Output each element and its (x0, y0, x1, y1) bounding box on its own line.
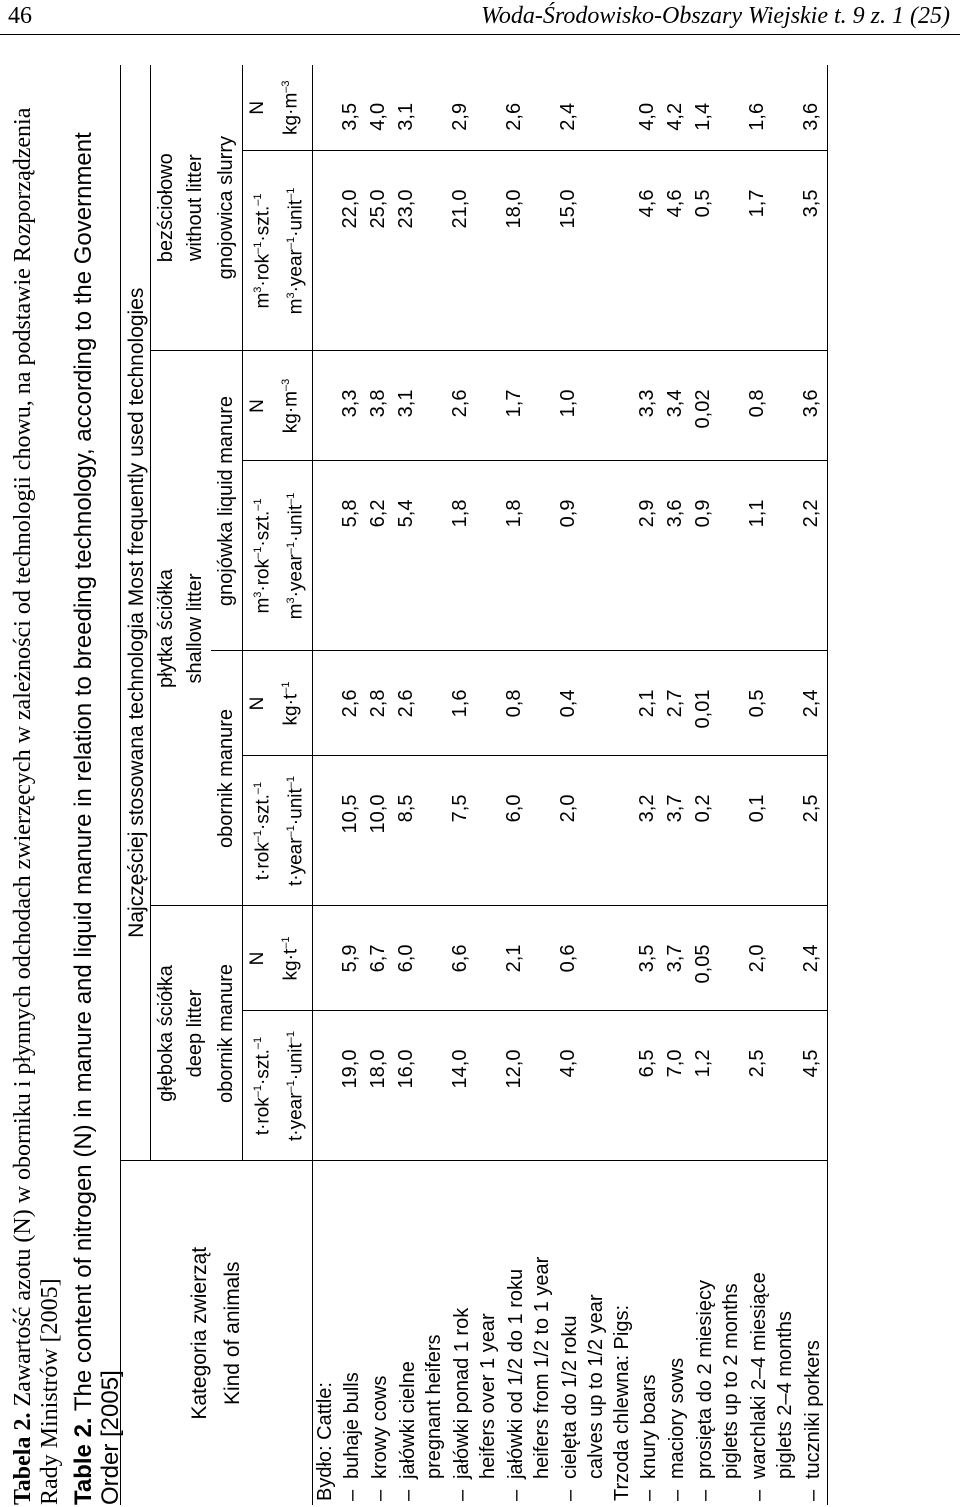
value-cell: 0,1 (745, 756, 799, 906)
value-cell: 0,2 (691, 756, 745, 906)
value-cell: 3,4 (663, 351, 691, 461)
value-cell: 4,0 (635, 65, 663, 151)
animal-name-pl: cielęta do 1/2 roku (558, 1315, 581, 1479)
animal-name-en: piglets up to 2 months (719, 1283, 742, 1479)
value-cell: 0,05 (691, 906, 745, 1011)
product-deep: obornik manure (211, 906, 243, 1161)
value-cell: 4,6 (663, 151, 691, 351)
empty-cell (610, 351, 635, 461)
table-row (338, 65, 366, 1505)
animal-name-text: knury boars (637, 1374, 660, 1479)
page-number: 46 (8, 3, 32, 29)
value-cell: 7,5 (448, 756, 502, 906)
value-cell: 19,0 (338, 1011, 366, 1161)
table-row (366, 65, 394, 1505)
animal-name: –jałówki od 1/2 do 1 roku heifers from 1/2 to 1 year (502, 1161, 556, 1505)
empty-cell (312, 151, 338, 351)
value-cell: 3,7 (663, 906, 691, 1011)
animal-name-pl: prosięta do 2 miesięcy (693, 1280, 716, 1479)
value-cell: 18,0 (366, 1011, 394, 1161)
animal-name: –maciory sows (665, 1357, 688, 1501)
unit-m3-slurry: $m^3\cdot rok^{-1}\cdot szt.^{-1}$ $m^3\cdot year^{-1}\cdot unit^{-1}$ (243, 151, 313, 351)
value-cell: 3,2 (635, 756, 663, 906)
table-row (745, 65, 799, 1505)
animal-name: –krowy cows (368, 1375, 391, 1501)
value-cell: 2,6 (394, 651, 448, 756)
tech-shallow-litter-pl: płytka ściółka (155, 569, 177, 688)
empty-cell (610, 65, 635, 151)
value-cell: 1,8 (502, 461, 556, 651)
category-pl: Kategoria zwierząt (188, 1246, 212, 1420)
animal-name-en: heifers from 1/2 to 1 year (530, 1256, 553, 1479)
value-cell: 4,2 (663, 65, 691, 151)
animal-name-text: tuczniki porkers (801, 1340, 824, 1479)
value-cell: 1,4 (691, 65, 745, 151)
value-cell: 2,6 (448, 351, 502, 461)
value-cell: 5,9 (338, 906, 366, 1011)
value-cell: 3,5 (338, 65, 366, 151)
value-cell: 8,5 (394, 756, 448, 906)
value-cell: 2,7 (663, 651, 691, 756)
caption-en-label: Table 2. (70, 1417, 97, 1505)
value-cell: 5,8 (338, 461, 366, 651)
group-row (610, 65, 635, 1505)
animal-name: –jałówki ponad 1 rok heifers over 1 year (448, 1161, 502, 1505)
value-cell: 2,8 (366, 651, 394, 756)
value-cell: 2,4 (799, 906, 828, 1011)
unit-m3-shallow: $m^3\cdot rok^{-1}\cdot szt.^{-1}$ $m^3\cdot year^{-1}\cdot unit^{-1}$ (243, 461, 313, 651)
value-cell: 6,2 (366, 461, 394, 651)
tech-deep-litter-en: deep litter (184, 989, 206, 1078)
tech-shallow-litter-en: shallow litter (184, 573, 206, 684)
value-cell: 4,0 (556, 1011, 610, 1161)
value-cell: 2,1 (635, 651, 663, 756)
value-cell: 1,2 (691, 1011, 745, 1161)
value-cell: 3,3 (635, 351, 663, 461)
empty-cell (610, 151, 635, 351)
animal-name-en: piglets 2–4 months (773, 1311, 796, 1479)
value-cell: 4,5 (799, 1011, 828, 1161)
animal-name: –knury boars (637, 1374, 660, 1501)
value-cell: 10,0 (366, 756, 394, 906)
tech-deep-litter (151, 906, 212, 1161)
product-shallow-manure: obornik manure (211, 651, 243, 906)
value-cell: 6,0 (502, 756, 556, 906)
value-cell: 0,5 (745, 651, 799, 756)
table-row (691, 65, 745, 1505)
value-cell: 0,8 (502, 651, 556, 756)
value-cell: 0,8 (745, 351, 799, 461)
empty-cell (312, 351, 338, 461)
value-cell: 2,9 (448, 65, 502, 151)
animal-name-en: pregnant heifers (422, 1334, 445, 1479)
animal-name-pl: warchlaki 2–4 miesiące (747, 1272, 770, 1479)
value-cell: 3,3 (338, 351, 366, 461)
tech-without-litter-pl: bezściołowo (155, 153, 177, 263)
value-cell: 3,6 (799, 65, 828, 151)
value-cell: 2,2 (799, 461, 828, 651)
empty-cell (312, 1011, 338, 1161)
table-row (556, 65, 610, 1505)
empty-cell (312, 756, 338, 906)
value-cell: 3,5 (635, 906, 663, 1011)
animal-name-pl: jałówki cielne (396, 1361, 419, 1479)
value-cell: 23,0 (394, 151, 448, 351)
value-cell: 2,0 (745, 906, 799, 1011)
rotated-page (10, 45, 950, 1505)
caption-en (70, 65, 124, 1505)
empty-cell (610, 461, 635, 651)
empty-cell (312, 651, 338, 756)
empty-cell (610, 1011, 635, 1161)
value-cell: 14,0 (448, 1011, 502, 1161)
tech-without-litter (151, 65, 212, 351)
product-slurry: gnojowica slurry (211, 65, 243, 351)
value-cell: 0,4 (556, 651, 610, 756)
value-cell: 3,7 (663, 756, 691, 906)
group-label: Trzoda chlewna: Pigs: (610, 1304, 633, 1501)
value-cell: 0,9 (691, 461, 745, 651)
value-cell: 3,6 (799, 351, 828, 461)
nitrogen-table (120, 65, 828, 1505)
empty-cell (312, 461, 338, 651)
animal-name: –jałówki cielne pregnant heifers (394, 1161, 448, 1505)
value-cell: 0,9 (556, 461, 610, 651)
value-cell: 2,0 (556, 756, 610, 906)
value-cell: 10,5 (338, 756, 366, 906)
animal-name-en: heifers over 1 year (476, 1313, 499, 1479)
animal-name: –tuczniki porkers (799, 1161, 828, 1505)
value-cell: 3,6 (663, 461, 691, 651)
tech-without-litter-en: without litter (184, 154, 206, 262)
value-cell: 25,0 (366, 151, 394, 351)
unit-t-shallow: t·rok$^{-1}$·szt.$^{-1}$ t·year$^{-1}$·unit$^{-1}$ (243, 756, 313, 906)
value-cell: 1,6 (745, 65, 799, 151)
table-row (663, 65, 691, 1505)
empty-cell (312, 906, 338, 1011)
value-cell: 7,0 (663, 1011, 691, 1161)
table-row (799, 65, 828, 1505)
value-cell: 16,0 (394, 1011, 448, 1161)
unit-t-deep: t·rok$^{-1}$·szt.$^{-1}$ t·year$^{-1}$·unit$^{-1}$ (243, 1011, 313, 1161)
empty-cell (610, 906, 635, 1011)
value-cell: 6,7 (366, 906, 394, 1011)
animal-name-pl: jałówki ponad 1 rok (450, 1307, 473, 1479)
value-cell: 6,5 (635, 1011, 663, 1161)
journal-title: Woda-Środowisko-Obszary Wiejskie t. 9 z. 1 (25) (481, 3, 950, 29)
value-cell: 2,5 (745, 1011, 799, 1161)
tech-deep-litter-pl: głęboka ściółka (155, 965, 177, 1102)
table-row (635, 65, 663, 1505)
value-cell: 2,1 (502, 906, 556, 1011)
table-row (502, 65, 556, 1505)
value-cell: 3,5 (799, 151, 828, 351)
empty-cell (610, 651, 635, 756)
group-label: Bydło: Cattle: (313, 1382, 336, 1501)
animal-name: –warchlaki 2–4 miesiące piglets 2–4 months (745, 1161, 799, 1505)
unit-n-liquid: N $kg\cdot m^{-3}$ (243, 351, 313, 461)
value-cell: 18,0 (502, 151, 556, 351)
group-row (312, 65, 338, 1505)
empty-cell (312, 65, 338, 151)
table-row (394, 65, 448, 1505)
value-cell: 21,0 (448, 151, 502, 351)
value-cell: 2,5 (799, 756, 828, 906)
animal-name-en: calves up to 1/2 year (584, 1294, 607, 1479)
unit-n-slurry: N $kg\cdot m^{-3}$ (243, 65, 313, 151)
value-cell: 15,0 (556, 151, 610, 351)
value-cell: 2,9 (635, 461, 663, 651)
value-cell: 0,5 (691, 151, 745, 351)
value-cell: 2,6 (338, 651, 366, 756)
running-head (0, 0, 960, 35)
unit-n-shallow: N $kg\cdot t^{-1}$ (243, 651, 313, 756)
value-cell: 6,6 (448, 906, 502, 1011)
technology-title: Najczęściej stosowana technologia Most frequently used technologies (121, 65, 151, 1161)
animal-name-text: maciory sows (665, 1357, 688, 1479)
tech-shallow-litter (151, 351, 212, 906)
value-cell: 6,0 (394, 906, 448, 1011)
category-header (121, 1161, 313, 1505)
animal-name: –buhaje bulls (340, 1372, 363, 1501)
caption-pl (10, 65, 64, 1505)
value-cell: 3,1 (394, 65, 448, 151)
value-cell: 0,01 (691, 651, 745, 756)
animal-name-text: buhaje bulls (340, 1372, 363, 1479)
caption-pl-text: Zawartość azotu (N) w oborniku i płynnych odchodach zwierzęcych w zależności od technologii chowu, na podstawie Rozporządzenia Rady Ministrów [2005] (10, 107, 63, 1505)
value-cell: 0,02 (691, 351, 745, 461)
empty-cell (610, 756, 635, 906)
value-cell: 0,6 (556, 906, 610, 1011)
value-cell: 1,8 (448, 461, 502, 651)
value-cell: 1,1 (745, 461, 799, 651)
value-cell: 3,8 (366, 351, 394, 461)
value-cell: 22,0 (338, 151, 366, 351)
value-cell: 4,6 (635, 151, 663, 351)
product-shallow-liquid: gnojówka liquid manure (211, 351, 243, 651)
value-cell: 12,0 (502, 1011, 556, 1161)
value-cell: 2,6 (502, 65, 556, 151)
caption-pl-label: Tabela 2. (10, 1412, 36, 1505)
category-en: Kind of animals (221, 1261, 245, 1406)
table-body (312, 65, 827, 1505)
table-captions (10, 65, 124, 1505)
animal-name-pl: jałówki od 1/2 do 1 roku (504, 1268, 527, 1479)
value-cell: 2,4 (556, 65, 610, 151)
value-cell: 5,4 (394, 461, 448, 651)
animal-name-text: krowy cows (368, 1375, 391, 1479)
value-cell: 1,0 (556, 351, 610, 461)
animal-name: –cielęta do 1/2 roku calves up to 1/2 year (556, 1161, 610, 1505)
unit-n-deep: N $kg\cdot t^{-1}$ (243, 906, 313, 1011)
value-cell: 1,7 (502, 351, 556, 461)
value-cell: 2,4 (799, 651, 828, 756)
value-cell: 3,1 (394, 351, 448, 461)
animal-name: –prosięta do 2 miesięcy piglets up to 2 months (691, 1161, 745, 1505)
caption-en-text: The content of nitrogen (N) in manure and liquid manure in relation to breeding technology, according to the Government Order [2005] (70, 132, 124, 1505)
value-cell: 4,0 (366, 65, 394, 151)
value-cell: 1,6 (448, 651, 502, 756)
value-cell: 1,7 (745, 151, 799, 351)
table-row (448, 65, 502, 1505)
